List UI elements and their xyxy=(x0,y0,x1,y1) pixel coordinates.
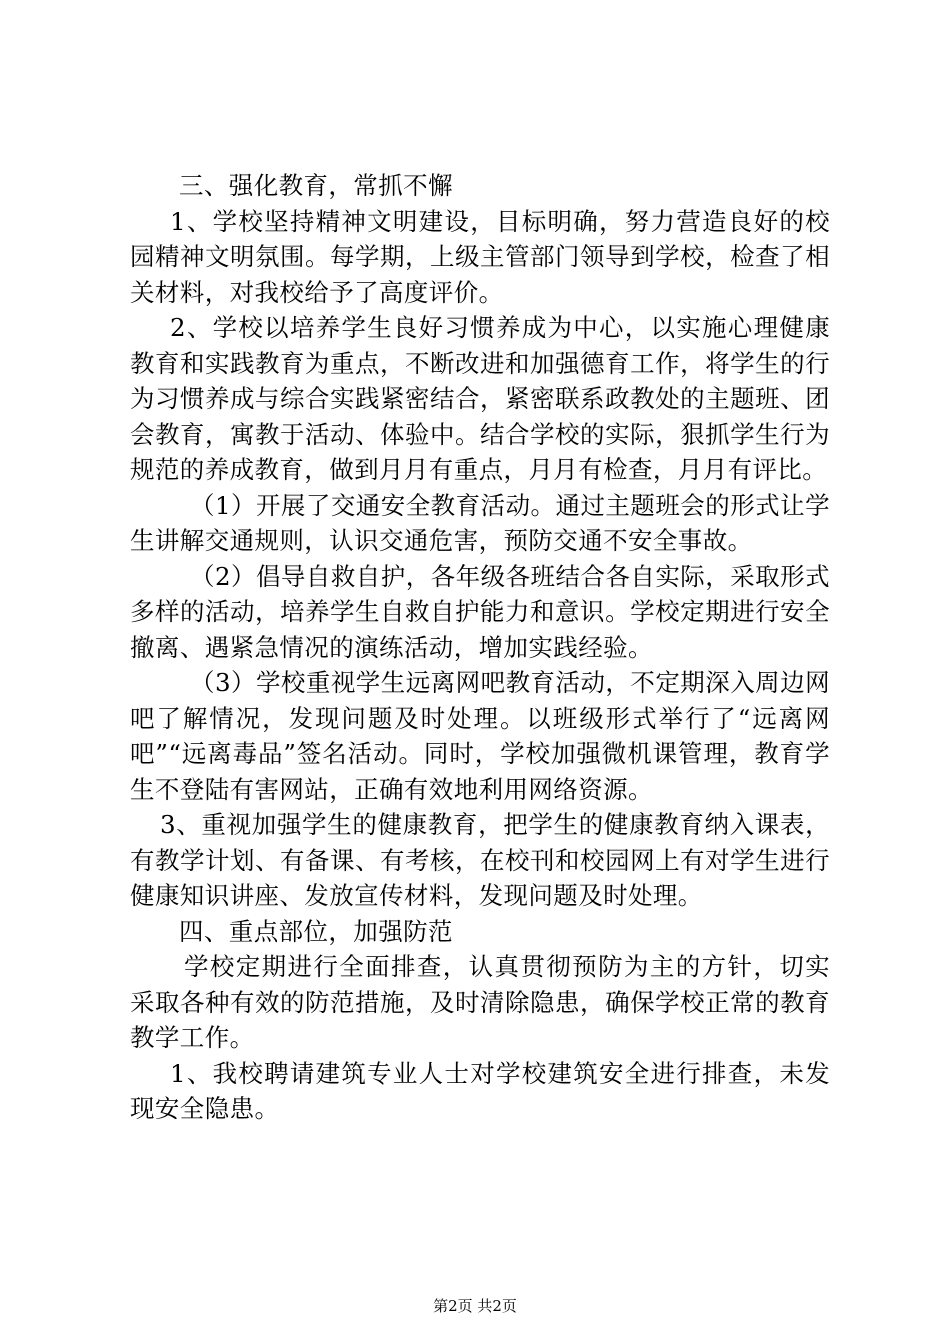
document-body xyxy=(130,168,830,1127)
paragraph-item-2: 2、学校以培养学生良好习惯养成为中心，以实施心理健康教育和实践教育为重点，不断改进和加强德育工作，将学生的行为习惯养成与综合实践紧密结合，紧密联系政教处的主题班、团会教育，寓教于活动、体验中。结合学校的实际，狠抓学生行为规范的养成教育，做到月月有重点，月月有检查，月月有评比。 xyxy=(130,313,830,484)
section-heading-3: 三、强化教育，常抓不懈 xyxy=(179,171,453,200)
paragraph-subitem-3: （3）学校重视学生远离网吧教育活动，不定期深入周边网吧了解情况，发现问题及时处理。以班级形式举行了“远离网吧”“远离毒品”签名活动。同时，学校加强微机课管理，教育学生不登陆有害网站，正确有效地利用网络资源。 xyxy=(130,668,830,804)
paragraph-subitem-1: （1）开展了交通安全教育活动。通过主题班会的形式让学生讲解交通规则，认识交通危害，预防交通不安全事故。 xyxy=(130,490,830,555)
paragraph-item-3: 3、重视加强学生的健康教育，把学生的健康教育纳入课表，有教学计划、有备课、有考核，在校刊和校园网上有对学生进行健康知识讲座、发放宣传材料，发现问题及时处理。 xyxy=(130,810,830,910)
paragraph-item-1: 1、学校坚持精神文明建设，目标明确，努力营造良好的校园精神文明氛围。每学期，上级主管部门领导到学校，检查了相关材料，对我校给予了高度评价。 xyxy=(130,206,830,307)
paragraph-intro: 学校定期进行全面排查，认真贯彻预防为主的方针，切实采取各种有效的防范措施，及时清除隐患，确保学校正常的教育教学工作。 xyxy=(130,952,830,1052)
paragraph-item-1b: 1、我校聘请建筑专业人士对学校建筑安全进行排查，未发现安全隐患。 xyxy=(130,1058,830,1123)
section-heading-4: 四、重点部位，加强防范 xyxy=(179,916,453,946)
paragraph-subitem-2: （2）倡导自救自护，各年级各班结合各自实际，采取形式多样的活动，培养学生自救自护能力和意识。学校定期进行安全撤离、遇紧急情况的演练活动，增加实践经验。 xyxy=(130,561,830,662)
page-footer: 第2页 共2页 xyxy=(433,1297,517,1315)
